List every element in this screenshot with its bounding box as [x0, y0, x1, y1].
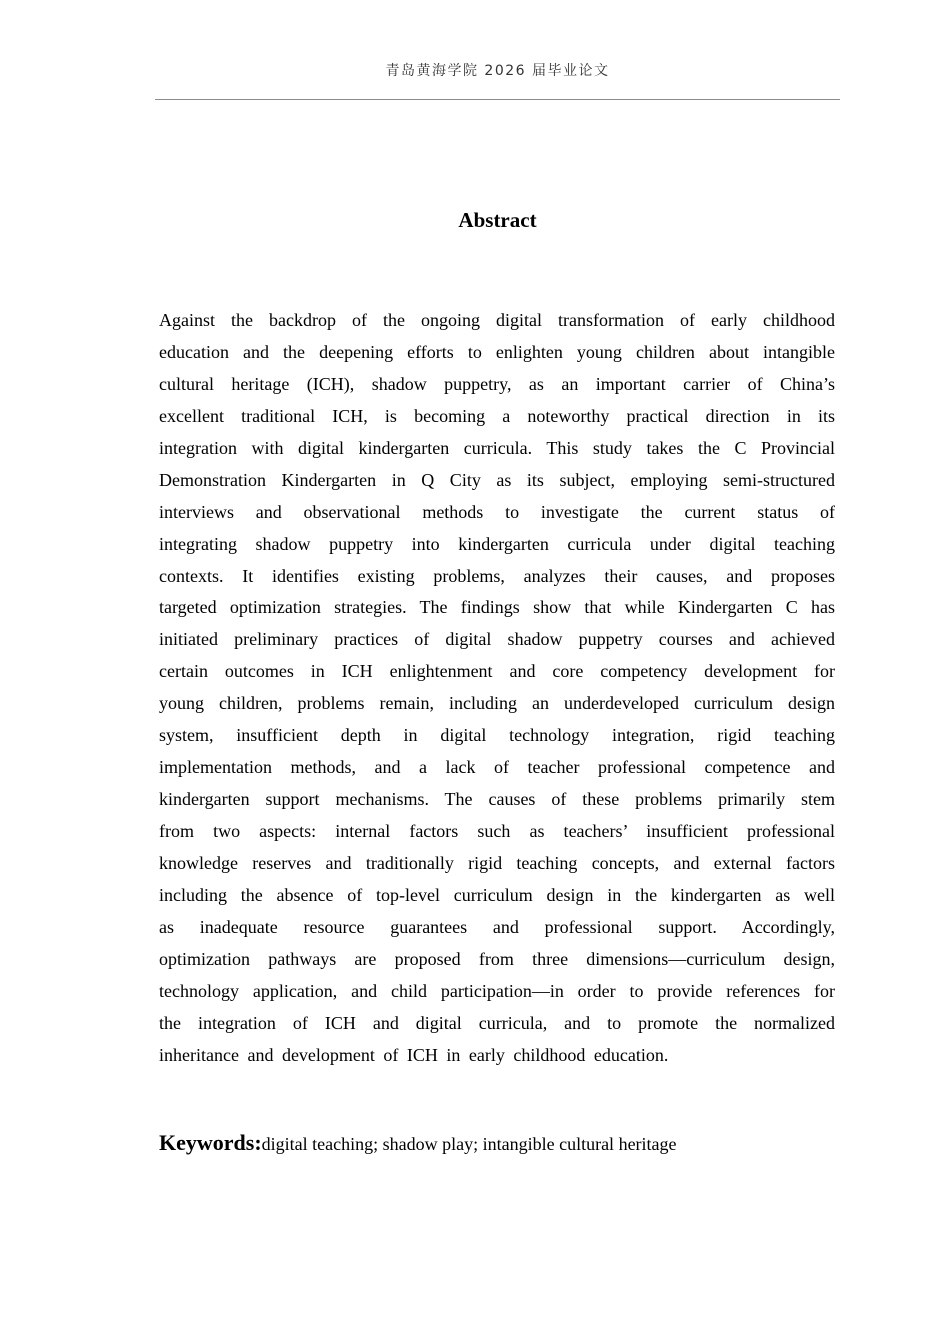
- abstract-line: technology application, and child participation—in order to provide references for: [159, 980, 835, 1001]
- abstract-line: cultural heritage (ICH), shadow puppetry, as an important carrier of China’s: [159, 373, 835, 394]
- abstract-body: [159, 305, 835, 1072]
- abstract-line: young children, problems remain, including an underdeveloped curriculum design: [159, 693, 835, 714]
- abstract-title: Abstract: [458, 208, 537, 232]
- abstract-line: knowledge reserves and traditionally rigid teaching concepts, and external factors: [159, 852, 835, 873]
- abstract-line: the integration of ICH and digital curricula, and to promote the normalized: [159, 1012, 835, 1033]
- header-divider: [155, 99, 840, 100]
- keywords-label: Keywords:: [159, 1130, 262, 1155]
- abstract-line: integration with digital kindergarten curricula. This study takes the C Provincial: [159, 437, 835, 458]
- abstract-line: education and the deepening efforts to enlighten young children about intangible: [159, 341, 835, 362]
- abstract-line: implementation methods, and a lack of teacher professional competence and: [159, 757, 835, 778]
- abstract-line: from two aspects: internal factors such as teachers’ insufficient professional: [159, 821, 835, 841]
- abstract-line: certain outcomes in ICH enlightenment and core competency development for: [159, 661, 835, 682]
- abstract-line: as inadequate resource guarantees and professional support. Accordingly,: [159, 916, 835, 937]
- abstract-line: including the absence of top-level curriculum design in the kindergarten as well: [159, 884, 835, 905]
- keywords-line: [159, 1130, 835, 1156]
- abstract-line: targeted optimization strategies. The findings show that while Kindergarten C has: [159, 597, 835, 618]
- abstract-line: contexts. It identifies existing problems, analyzes their causes, and proposes: [159, 565, 835, 586]
- running-header: 青岛黄海学院 2026 届毕业论文: [385, 63, 610, 79]
- abstract-line: excellent traditional ICH, is becoming a noteworthy practical direction in its: [159, 405, 835, 426]
- abstract-line: optimization pathways are proposed from three dimensions—curriculum design,: [159, 948, 835, 969]
- abstract-line: kindergarten support mechanisms. The causes of these problems primarily stem: [159, 789, 835, 810]
- abstract-line: integrating shadow puppetry into kindergarten curricula under digital teaching: [159, 533, 835, 554]
- abstract-line: inheritance and development of ICH in early childhood education.: [159, 1044, 669, 1065]
- abstract-line: initiated preliminary practices of digital shadow puppetry courses and achieved: [159, 629, 835, 650]
- keywords-text: digital teaching; shadow play; intangible cultural heritage: [261, 1134, 677, 1154]
- abstract-line: system, insufficient depth in digital technology integration, rigid teaching: [159, 725, 835, 746]
- abstract-line: Demonstration Kindergarten in Q City as its subject, employing semi-structured: [159, 469, 835, 490]
- abstract-line: interviews and observational methods to investigate the current status of: [159, 501, 835, 522]
- abstract-line: Against the backdrop of the ongoing digital transformation of early childhood: [159, 310, 835, 330]
